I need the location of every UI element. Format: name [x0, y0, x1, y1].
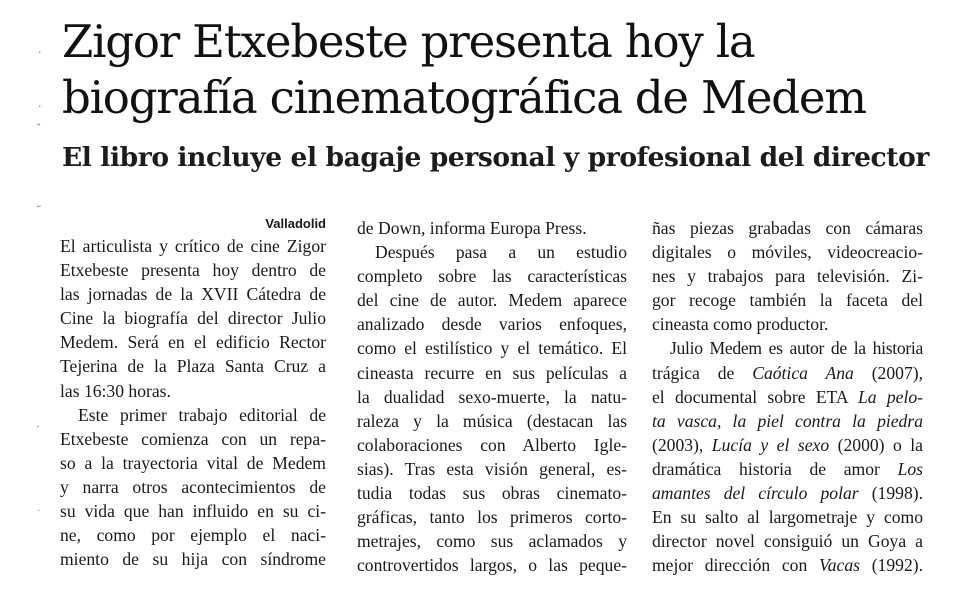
article-column-3: [652, 216, 923, 577]
text-line: El articulista y crítico de cine Zigor: [60, 236, 326, 256]
text-run: trágica de: [652, 362, 753, 383]
text-line: del cine de autor. Medem aparece: [357, 290, 627, 311]
film-title: Caótica Ana: [752, 362, 854, 383]
text-line: metrajes, como sus aclamados y: [357, 531, 627, 552]
headline: [62, 14, 942, 126]
text-line: ñas piezas grabadas con cámaras: [652, 218, 923, 238]
scan-speck: ·: [38, 46, 42, 59]
text-run: (2000) o la: [829, 434, 923, 455]
text-line: gor recoge también la faceta del: [652, 290, 923, 311]
text-run: (1998).: [858, 483, 924, 504]
text-run: (2007),: [853, 362, 924, 383]
scan-speck: ˙: [36, 508, 42, 521]
text-line: Después pasa a un estudio: [375, 242, 627, 263]
text-line: como el estilístico y el temático. El: [357, 338, 627, 359]
text-line: Este primer trabajo editorial de: [78, 404, 326, 425]
text-line: colaboraciones con Alberto Igle-: [357, 434, 627, 455]
film-title: La pelo-: [857, 386, 923, 407]
film-title: Vacas: [818, 555, 861, 576]
text-line: cineasta como productor.: [652, 314, 829, 335]
text-line: y narra otros acontecimientos de: [60, 476, 326, 497]
text-line: las 16:30 horas.: [60, 380, 171, 401]
text-line: raleza y la música (destacan las: [357, 410, 627, 431]
scan-speck: ˜: [36, 204, 42, 217]
text-line: la dualidad sexo-muerte, la natu-: [357, 386, 627, 407]
text-line: Tejerina de la Plaza Santa Cruz a: [60, 356, 326, 377]
headline-line-2: biografía cinematográfica de Medem: [62, 71, 866, 124]
text-line: las jornadas de la XVII Cátedra de: [60, 284, 326, 305]
text-run: el documental sobre ETA: [652, 386, 858, 407]
text-line: analizado desde varios enfoques,: [357, 314, 627, 335]
text-line: miento de su hija con síndrome: [60, 549, 326, 570]
text-run: dramática historia de amor: [652, 458, 898, 479]
text-line: [652, 385, 923, 409]
scan-speck: ·: [38, 100, 42, 113]
text-line: Medem. Será en el edificio Rector: [60, 332, 326, 353]
film-title: amantes del círculo polar: [652, 483, 859, 504]
film-title: Lucía y el sexo: [711, 434, 830, 455]
text-line: completo sobre las características: [357, 266, 627, 287]
text-line: gráficas, tanto los primeros corto-: [357, 507, 627, 528]
article-column-1: [60, 216, 326, 571]
text-line: sias). Tras esta visión general, es-: [357, 458, 627, 479]
subtitle: El libro incluye el bagaje personal y profesional del director: [62, 142, 929, 173]
text-run: (2003),: [652, 434, 712, 455]
text-run: (1992).: [860, 555, 924, 576]
text-line: controvertidos largos, o las peque-: [357, 555, 627, 576]
text-line: [652, 433, 923, 457]
text-line: ne, como por ejemplo el naci-: [60, 525, 326, 546]
text-line: Julio Medem es autor de la historia: [670, 338, 923, 359]
scan-speck: ·: [36, 420, 40, 433]
scan-speck: ˇ: [36, 122, 42, 135]
text-line: de Down, informa Europa Press.: [357, 218, 587, 238]
text-line: Etxebeste presenta hoy dentro de: [60, 260, 326, 281]
text-line: nes y trabajos para televisión. Zi-: [652, 266, 923, 287]
text-line: Cine la biografía del director Julio: [60, 308, 326, 329]
text-line: tudia todas sus obras cinemato-: [357, 483, 627, 504]
text-line: En su salto al largometraje y como: [652, 507, 923, 528]
article-column-2: [357, 216, 627, 577]
film-title-line: ta vasca, la piel contra la piedra: [652, 410, 923, 431]
text-line: digitales o móviles, videocreacio-: [652, 242, 923, 263]
text-line: [652, 457, 923, 481]
text-line: [652, 481, 923, 505]
text-line: cineasta recurre en sus películas a: [357, 362, 627, 383]
film-title: Los: [897, 458, 923, 479]
text-run: mejor dirección con: [652, 555, 819, 576]
text-line: so a la trayectoria vital de Medem: [60, 452, 326, 473]
dateline: Valladolid: [265, 216, 326, 231]
text-line: [652, 553, 923, 577]
text-line: Etxebeste comienza con un repa-: [60, 428, 326, 449]
text-line: su vida que han influido en su ci-: [60, 501, 326, 522]
headline-line-1: Zigor Etxebeste presenta hoy la: [62, 15, 755, 68]
text-line: [652, 361, 923, 385]
text-line: director novel consiguió un Goya a: [652, 531, 923, 552]
